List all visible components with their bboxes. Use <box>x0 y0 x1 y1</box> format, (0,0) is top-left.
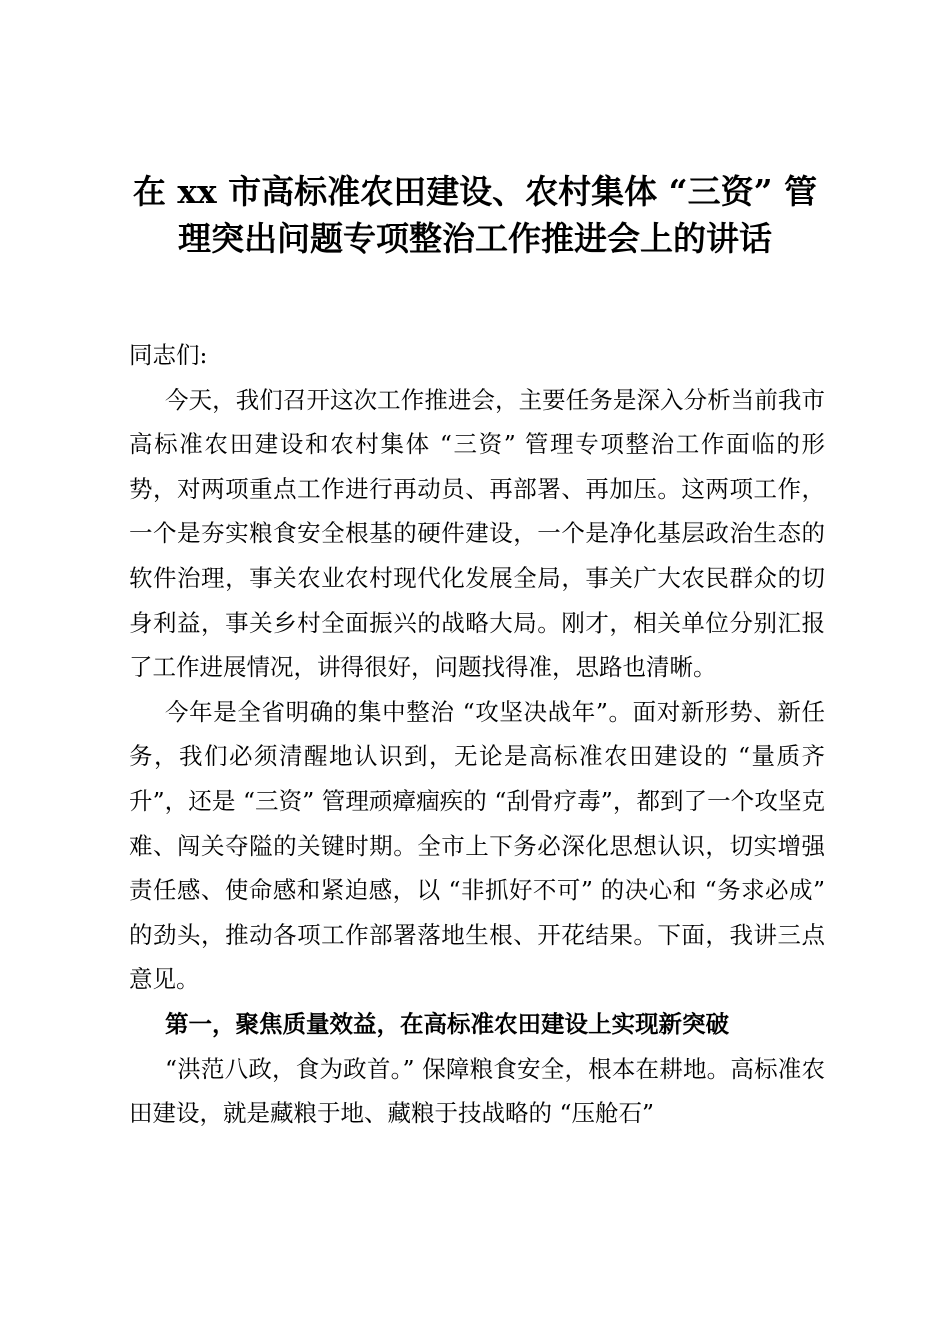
salutation: 同志们: <box>129 341 208 369</box>
document-title: 在 xx 市高标准农田建设、农村集体 “三资” 管理突出问题专项整治工作推进会上的讲话 <box>132 172 818 258</box>
paragraph-context: 今年是全省明确的集中整治 “攻坚决战年”。面对新形势、新任务，我们必须清醒地认识到，无论是高标准农田建设的 “量质齐升”，还是 “三资” 管理顽瘴痼疾的 “刮骨疗毒”，都到了一个攻坚克难、闯关夺隘的关键时期。全市上下务必深化思想认识，切实增强责任感、使命感和紧迫感，以 “非抓好不可” 的决心和 “务求必成” 的劲头，推动各项工作部署落地生根、开花结果。下面，我讲三点意见。 <box>129 697 825 994</box>
section-heading: 第一，聚焦质量效益，在高标准农田建设上实现新突破 <box>165 1009 729 1038</box>
section-paragraph: “洪范八政，食为政首。” 保障粮食安全，根本在耕地。高标准农田建设，就是藏粮于地、藏粮于技战略的 “压舱石” <box>129 1054 825 1128</box>
document-body <box>129 333 825 1136</box>
paragraph-intro: 今天，我们召开这次工作推进会，主要任务是深入分析当前我市高标准农田建设和农村集体 “三资” 管理专项整治工作面临的形势，对两项重点工作进行再动员、再部署、再加压。这两项工作，一个是夯实粮食安全根基的硬件建设，一个是净化基层政治生态的软件治理，事关农业农村现代化发展全局，事关广大农民群众的切身利益，事关乡村全面振兴的战略大局。刚才，相关单位分别汇报了工作进展情况，讲得很好，问题找得准，思路也清晰。 <box>129 385 825 682</box>
